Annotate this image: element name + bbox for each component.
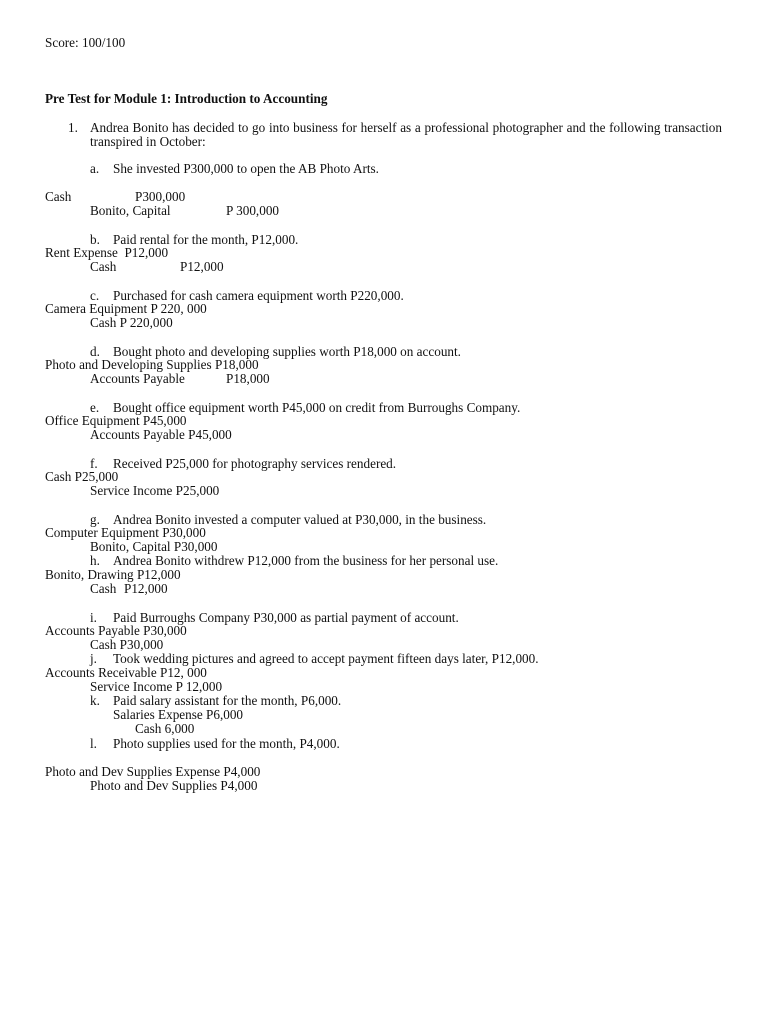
credit-amount: P12,000: [180, 259, 224, 274]
transaction-desc: Received P25,000 for photography services rendered.: [113, 456, 397, 471]
debit-account: Rent Expense P12,000: [45, 245, 169, 260]
transaction-letter: c.: [90, 288, 100, 303]
credit-account: Bonito, Capital P30,000: [90, 539, 218, 554]
debit-account: Office Equipment P45,000: [45, 413, 187, 428]
debit-account: Photo and Developing Supplies P18,000: [45, 357, 259, 372]
transaction-letter: h.: [90, 553, 100, 568]
transaction-desc: Bought office equipment worth P45,000 on credit from Burroughs Company.: [113, 400, 521, 415]
credit-amount: P 300,000: [226, 203, 280, 218]
credit-amount: P12,000: [124, 581, 168, 596]
credit-account: Photo and Dev Supplies P4,000: [90, 778, 258, 793]
transaction-letter: i.: [90, 610, 97, 625]
transaction-letter: k.: [90, 693, 100, 708]
credit-account: Accounts Payable P45,000: [90, 427, 232, 442]
debit-account: Cash: [45, 189, 72, 204]
transaction-letter: a.: [90, 161, 100, 176]
transaction-desc: Bought photo and developing supplies worth P18,000 on account.: [113, 344, 461, 359]
transaction-desc: Andrea Bonito withdrew P12,000 from the business for her personal use.: [113, 553, 499, 568]
debit-account: Computer Equipment P30,000: [45, 525, 206, 540]
credit-account: Service Income P25,000: [90, 483, 220, 498]
transaction-desc: She invested P300,000 to open the AB Photo Arts.: [113, 161, 379, 176]
score-label: Score: 100/100: [45, 35, 126, 50]
transaction-letter: g.: [90, 512, 100, 527]
credit-account: Cash: [90, 259, 117, 274]
transaction-desc: Paid rental for the month, P12,000.: [113, 232, 299, 247]
debit-account: Bonito, Drawing P12,000: [45, 567, 181, 582]
debit-account: Cash P25,000: [45, 469, 119, 484]
credit-account: Cash P 220,000: [90, 315, 173, 330]
debit-account: Accounts Payable P30,000: [45, 623, 187, 638]
credit-account: Bonito, Capital: [90, 203, 171, 218]
question-text: Andrea Bonito has decided to go into business for herself as a professional photographer and the following transaction transpired in October:: [90, 120, 722, 149]
debit-account: Photo and Dev Supplies Expense P4,000: [45, 764, 261, 779]
transaction-desc: Paid salary assistant for the month, P6,000.: [113, 693, 342, 708]
transaction-letter: j.: [90, 651, 97, 666]
debit-account: Accounts Receivable P12, 000: [45, 665, 207, 680]
transaction-desc: Paid Burroughs Company P30,000 as partial payment of account.: [113, 610, 459, 625]
credit-account: Accounts Payable: [90, 371, 185, 386]
transaction-letter: e.: [90, 400, 100, 415]
transaction-desc: Andrea Bonito invested a computer valued at P30,000, in the business.: [113, 512, 487, 527]
transaction-desc: Took wedding pictures and agreed to accept payment fifteen days later, P12,000.: [113, 651, 539, 666]
transaction-letter: f.: [90, 456, 98, 471]
transaction-letter: b.: [90, 232, 100, 247]
transaction-desc: Photo supplies used for the month, P4,000.: [113, 736, 340, 751]
credit-account: Cash P30,000: [90, 637, 164, 652]
credit-account: Service Income P 12,000: [90, 679, 223, 694]
credit-account: Cash 6,000: [135, 721, 195, 736]
credit-amount: P18,000: [226, 371, 270, 386]
transaction-desc: Purchased for cash camera equipment worth P220,000.: [113, 288, 404, 303]
debit-account: Salaries Expense P6,000: [113, 707, 244, 722]
credit-account: Cash: [90, 581, 117, 596]
debit-account: Camera Equipment P 220, 000: [45, 301, 207, 316]
transaction-letter: l.: [90, 736, 97, 751]
debit-amount: P300,000: [135, 189, 186, 204]
transaction-letter: d.: [90, 344, 100, 359]
question-number: 1.: [68, 120, 78, 135]
page-title: Pre Test for Module 1: Introduction to Accounting: [45, 91, 328, 106]
